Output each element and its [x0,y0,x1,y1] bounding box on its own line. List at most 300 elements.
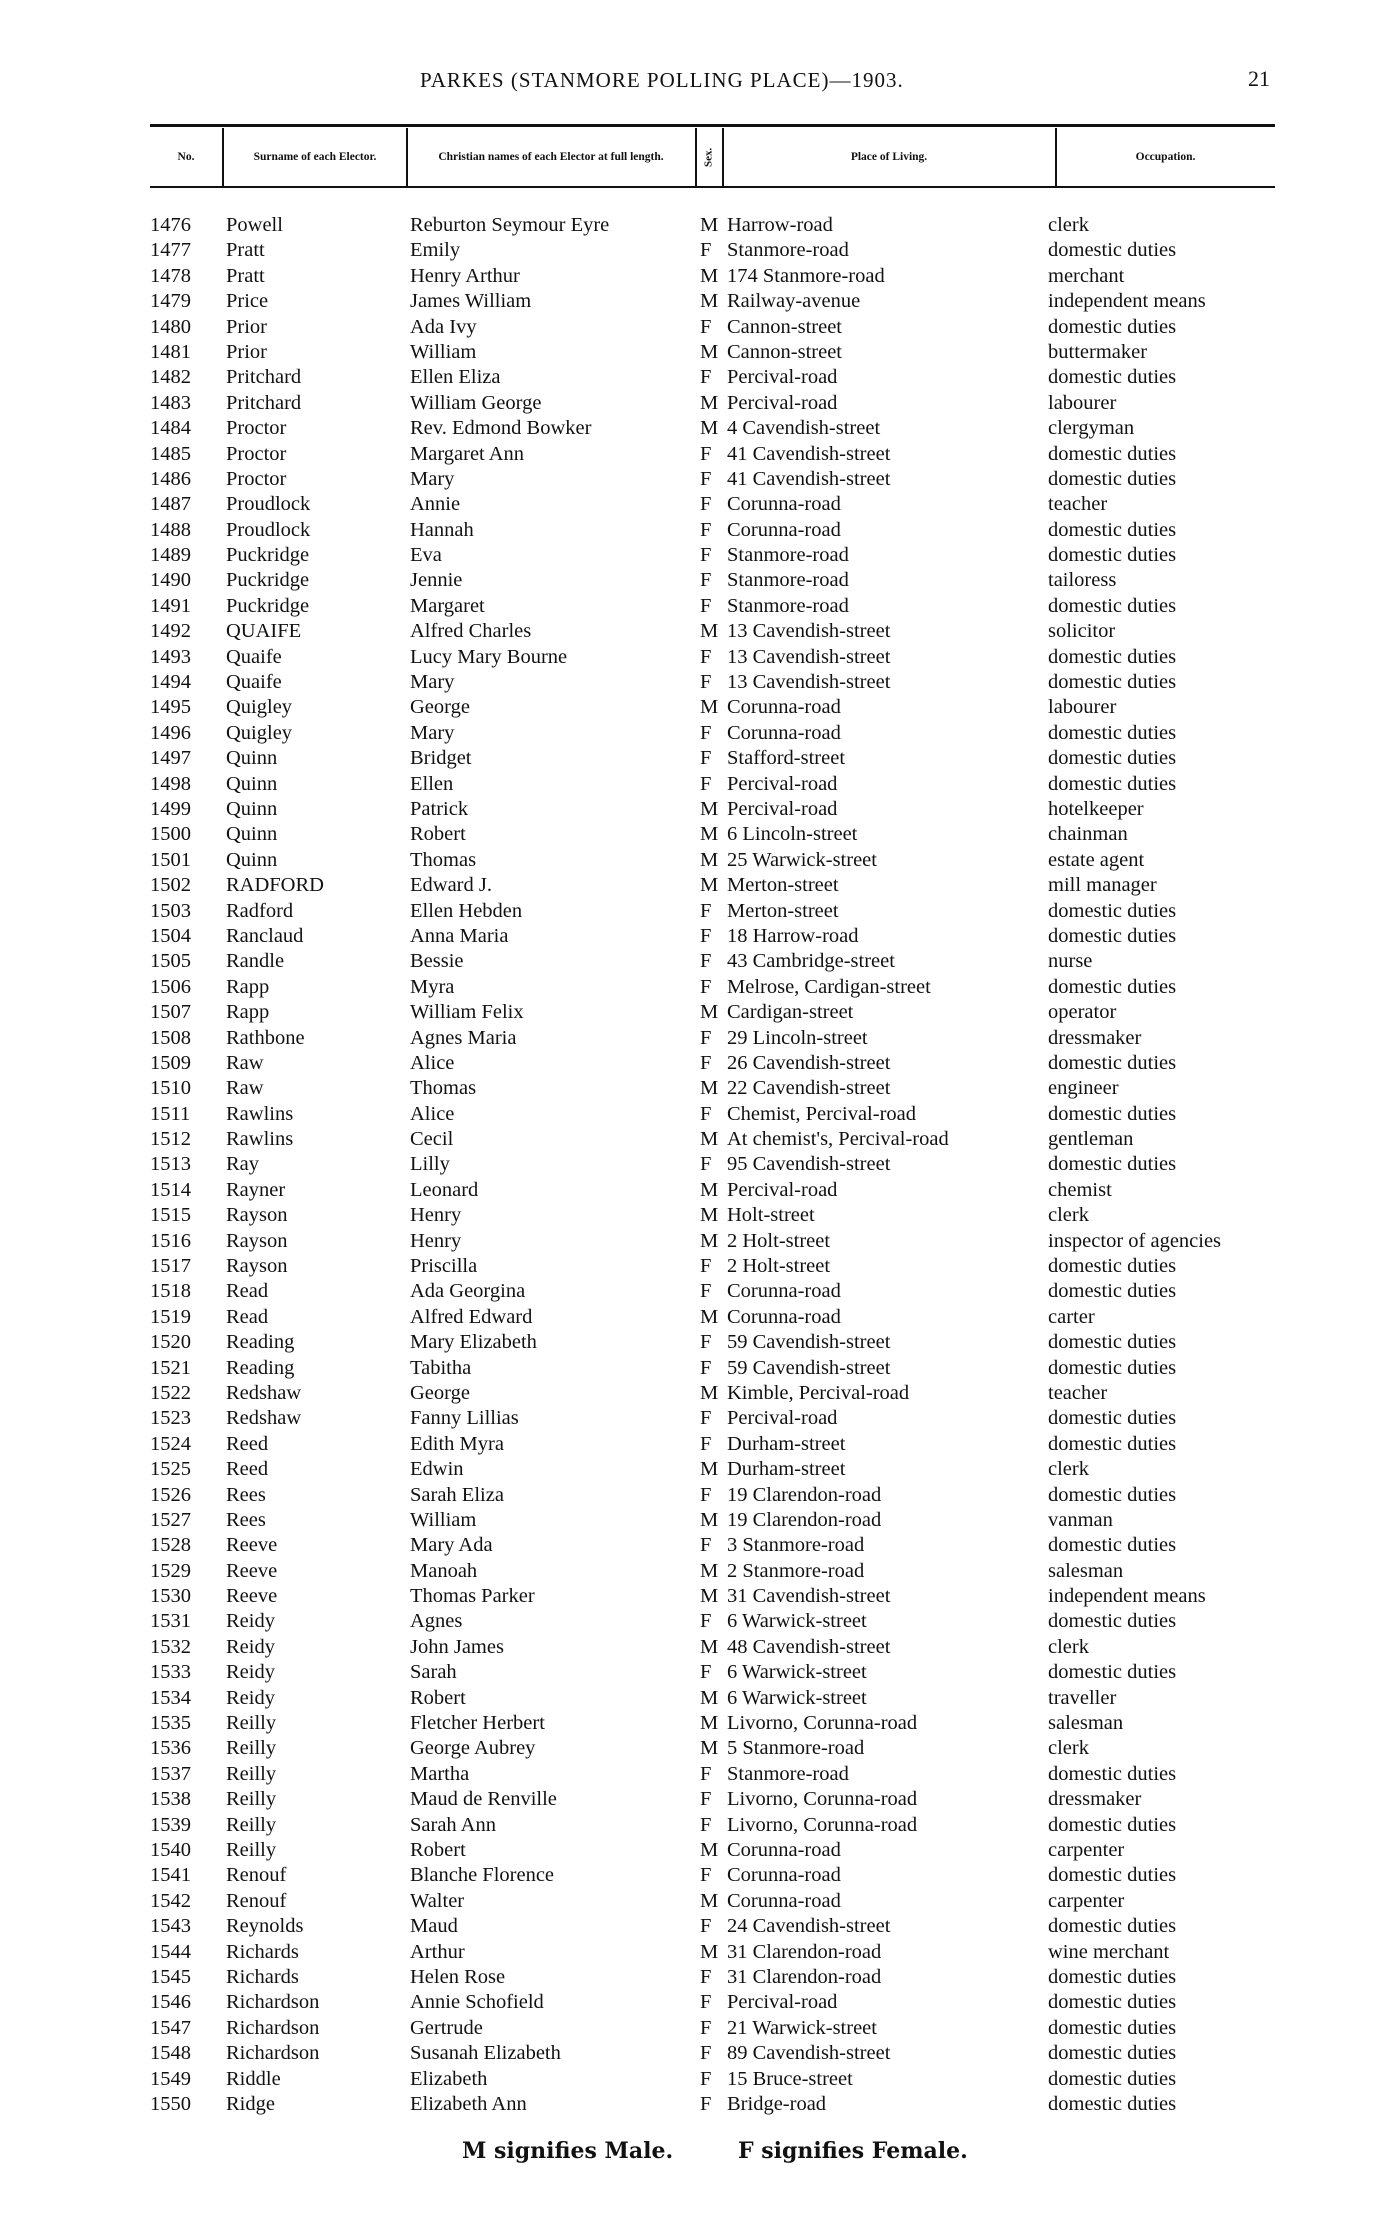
elector-number: 1498 [150,772,191,795]
elector-place-of-living: Corunna-road [727,1305,841,1328]
elector-number: 1535 [150,1712,191,1735]
elector-sex: M [700,1585,719,1608]
table-row [0,1381,1382,1406]
elector-surname: Rayson [226,1255,288,1278]
elector-sex: F [700,239,712,262]
elector-place-of-living: 3 Stanmore-road [727,1534,865,1557]
elector-number: 1509 [150,1051,191,1074]
elector-occupation: salesman [1048,1712,1124,1735]
footer-male-note: M signifies Male. [462,2138,674,2164]
elector-place-of-living: Percival-road [727,391,838,414]
elector-christian-names: Ellen [410,772,454,795]
elector-occupation: salesman [1048,1559,1124,1582]
elector-occupation: domestic duties [1048,1432,1177,1455]
elector-christian-names: George [410,696,470,719]
elector-christian-names: Agnes Maria [410,1026,517,1049]
elector-occupation: domestic duties [1048,1991,1177,2014]
elector-number: 1492 [150,620,191,643]
elector-christian-names: Patrick [410,797,469,820]
elector-christian-names: Sarah [410,1661,457,1684]
elector-place-of-living: Percival-road [727,797,838,820]
elector-place-of-living: 2 Stanmore-road [727,1559,865,1582]
table-row [0,1508,1382,1533]
elector-place-of-living: Melrose, Cardigan-street [727,975,931,998]
elector-surname: Reilly [226,1839,277,1861]
elector-occupation: domestic duties [1048,1483,1177,1506]
elector-sex: F [700,1534,712,1557]
elector-surname: Reilly [226,1813,277,1836]
elector-place-of-living: Corunna-road [727,721,841,744]
elector-christian-names: Ada Ivy [410,315,477,338]
elector-surname: Rayson [226,1229,288,1252]
elector-sex: M [700,848,719,871]
elector-christian-names: Mary [410,467,455,490]
column-header-no: No. [177,150,195,163]
elector-sex: M [700,1229,719,1252]
elector-sex: F [700,1356,712,1379]
elector-place-of-living: Stanmore-road [727,1762,849,1785]
elector-occupation: dressmaker [1048,1026,1142,1049]
elector-sex: F [700,747,712,770]
elector-number: 1536 [150,1737,191,1760]
elector-number: 1541 [150,1864,191,1887]
elector-place-of-living: Cardigan-street [727,1001,854,1024]
elector-christian-names: Margaret Ann [410,442,525,465]
elector-occupation: labourer [1048,391,1117,414]
elector-occupation: domestic duties [1048,899,1177,922]
elector-sex: M [700,1128,719,1151]
elector-number: 1495 [150,696,191,719]
elector-number: 1525 [150,1458,191,1481]
elector-place-of-living: Livorno, Corunna-road [727,1712,918,1735]
elector-christian-names: Maud de Renville [410,1788,557,1811]
elector-surname: Renouf [226,1889,287,1912]
elector-number: 1483 [150,391,191,414]
elector-occupation: merchant [1048,264,1125,287]
elector-sex: F [700,645,712,668]
elector-number: 1529 [150,1559,191,1582]
elector-surname: Reeve [226,1585,278,1608]
elector-number: 1540 [150,1839,191,1861]
column-header-surname: Surname of each Elector. [253,150,377,163]
elector-surname: Puckridge [226,569,310,592]
elector-occupation: inspector of agencies [1048,1229,1222,1252]
elector-occupation: domestic duties [1048,1762,1177,1785]
elector-christian-names: Sarah Eliza [410,1483,504,1506]
elector-christian-names: Thomas Parker [410,1585,535,1608]
table-row [0,1584,1382,1609]
table-row [0,2092,1382,2117]
elector-number: 1527 [150,1508,191,1531]
elector-sex: F [700,975,712,998]
elector-christian-names: William [410,1508,477,1531]
elector-occupation: carter [1048,1305,1095,1328]
elector-surname: Prior [226,340,267,363]
elector-number: 1478 [150,264,191,287]
elector-occupation: domestic duties [1048,1356,1177,1379]
elector-christian-names: Lucy Mary Bourne [410,645,568,668]
elector-occupation: operator [1048,1001,1117,1024]
table-row [0,1432,1382,1457]
elector-sex: F [700,2067,712,2090]
elector-sex: M [700,1839,719,1861]
elector-number: 1510 [150,1077,191,1100]
elector-number: 1504 [150,924,191,947]
elector-number: 1520 [150,1331,191,1354]
table-row [0,1102,1382,1127]
elector-sex: F [700,544,712,567]
elector-surname: Raw [226,1051,264,1074]
elector-occupation: clerk [1048,214,1089,236]
elector-sex: F [700,1965,712,1988]
elector-sex: M [700,1077,719,1100]
elector-surname: Proctor [226,442,287,465]
elector-place-of-living: 6 Lincoln-street [727,823,858,846]
elector-christian-names: Mary [410,721,455,744]
elector-sex: M [700,1940,719,1963]
elector-occupation: carpenter [1048,1839,1125,1861]
elector-occupation: domestic duties [1048,2092,1177,2115]
elector-occupation: domestic duties [1048,1610,1177,1633]
elector-occupation: domestic duties [1048,772,1177,795]
elector-occupation: domestic duties [1048,2042,1177,2065]
elector-christian-names: Agnes [410,1610,463,1633]
table-header-rule [150,186,1275,188]
elector-number: 1502 [150,874,191,897]
elector-place-of-living: 41 Cavendish-street [727,442,891,465]
elector-surname: Quinn [226,797,278,820]
elector-number: 1481 [150,340,191,363]
elector-place-of-living: Corunna-road [727,1889,841,1912]
table-row [0,1736,1382,1761]
column-header-place-of-living: Place of Living. [850,150,928,163]
elector-place-of-living: Percival-road [727,366,838,389]
elector-place-of-living: Railway-avenue [727,290,861,313]
elector-christian-names: Annie [410,493,461,516]
elector-christian-names: Anna Maria [410,924,509,947]
elector-christian-names: Fanny Lillias [410,1407,519,1430]
elector-christian-names: Thomas [410,848,477,871]
table-row [0,2041,1382,2066]
elector-surname: Proudlock [226,493,311,516]
elector-number: 1534 [150,1686,191,1709]
table-row [0,1076,1382,1101]
elector-surname: Proctor [226,417,287,440]
table-row [0,695,1382,720]
elector-occupation: domestic duties [1048,721,1177,744]
table-row [0,1026,1382,1051]
elector-surname: Rayner [226,1178,286,1201]
elector-occupation: teacher [1048,1381,1108,1404]
table-row [0,1609,1382,1634]
elector-place-of-living: 43 Cambridge-street [727,950,895,973]
elector-place-of-living: Corunna-road [727,493,841,516]
elector-number: 1479 [150,290,191,313]
elector-surname: Quinn [226,823,278,846]
elector-occupation: domestic duties [1048,1407,1177,1430]
elector-place-of-living: Chemist, Percival-road [727,1102,917,1125]
elector-number: 1477 [150,239,191,262]
elector-christian-names: Thomas [410,1077,477,1100]
table-row [0,568,1382,593]
elector-sex: F [700,671,712,694]
elector-number: 1543 [150,1915,191,1938]
elector-surname: Rathbone [226,1026,305,1049]
elector-place-of-living: Bridge-road [727,2092,827,2115]
elector-place-of-living: Corunna-road [727,1280,841,1303]
elector-surname: Ray [226,1153,260,1176]
elector-number: 1545 [150,1965,191,1988]
elector-number: 1490 [150,569,191,592]
elector-christian-names: Alice [410,1051,455,1074]
elector-number: 1531 [150,1610,191,1633]
column-header-christian-names: Christian names of each Elector at full length. [438,150,664,163]
elector-surname: Pratt [226,264,265,287]
elector-occupation: domestic duties [1048,1813,1177,1836]
table-row [0,1813,1382,1838]
elector-occupation: domestic duties [1048,544,1177,567]
elector-sex: F [700,493,712,516]
elector-surname: Reading [226,1331,295,1354]
table-row [0,721,1382,746]
table-row [0,416,1382,441]
table-row [0,899,1382,924]
column-header-occupation: Occupation. [1135,150,1196,163]
elector-sex: M [700,1889,719,1912]
elector-number: 1517 [150,1255,191,1278]
elector-number: 1491 [150,594,191,617]
elector-place-of-living: Stanmore-road [727,544,849,567]
elector-occupation: nurse [1048,950,1093,973]
elector-number: 1480 [150,315,191,338]
elector-place-of-living: Corunna-road [727,518,841,541]
elector-christian-names: James William [410,290,532,313]
elector-place-of-living: 4 Cavendish-street [727,417,881,440]
elector-occupation: domestic duties [1048,1102,1177,1125]
table-row [0,1990,1382,2015]
elector-place-of-living: Merton-street [727,899,839,922]
table-row [0,1533,1382,1558]
table-row [0,1762,1382,1787]
elector-occupation: domestic duties [1048,671,1177,694]
elector-place-of-living: Cannon-street [727,315,842,338]
elector-christian-names: Robert [410,823,466,846]
elector-surname: Quigley [226,696,293,719]
elector-christian-names: Blanche Florence [410,1864,555,1887]
elector-sex: F [700,1991,712,2014]
elector-surname: Prior [226,315,267,338]
elector-number: 1522 [150,1381,191,1404]
elector-surname: Price [226,290,269,313]
elector-number: 1526 [150,1483,191,1506]
elector-occupation: dressmaker [1048,1788,1142,1811]
elector-number: 1499 [150,797,191,820]
table-row [0,1229,1382,1254]
table-row [0,1838,1382,1863]
elector-number: 1503 [150,899,191,922]
elector-place-of-living: Percival-road [727,772,838,795]
elector-number: 1482 [150,366,191,389]
elector-sex: M [700,1458,719,1481]
elector-surname: Reidy [226,1686,275,1709]
elector-place-of-living: 59 Cavendish-street [727,1356,891,1379]
elector-occupation: clergyman [1048,417,1135,440]
elector-christian-names: Sarah Ann [410,1813,496,1836]
elector-surname: Raw [226,1077,264,1100]
elector-sex: F [700,2016,712,2039]
elector-occupation: domestic duties [1048,1534,1177,1557]
elector-number: 1505 [150,950,191,973]
elector-christian-names: Edith Myra [410,1432,504,1455]
elector-sex: M [700,1204,719,1227]
elector-occupation: buttermaker [1048,340,1148,363]
elector-occupation: hotelkeeper [1048,797,1144,820]
elector-place-of-living: Livorno, Corunna-road [727,1788,918,1811]
elector-number: 1519 [150,1305,191,1328]
elector-occupation: domestic duties [1048,1965,1177,1988]
table-row [0,467,1382,492]
elector-surname: Rapp [226,1001,270,1024]
elector-surname: Reilly [226,1737,277,1760]
elector-surname: Richardson [226,2042,320,2065]
elector-number: 1494 [150,671,191,694]
elector-surname: Redshaw [226,1407,302,1430]
elector-number: 1544 [150,1940,191,1963]
elector-place-of-living: Corunna-road [727,1839,841,1861]
table-row [0,670,1382,695]
table-row [0,1457,1382,1482]
elector-occupation: domestic duties [1048,1864,1177,1887]
elector-number: 1516 [150,1229,191,1252]
elector-surname: Rayson [226,1204,288,1227]
elector-sex: F [700,569,712,592]
elector-christian-names: Edward J. [410,874,492,897]
elector-place-of-living: 31 Cavendish-street [727,1585,891,1608]
elector-occupation: domestic duties [1048,518,1177,541]
elector-surname: Reidy [226,1635,275,1658]
elector-surname: Read [226,1305,269,1328]
elector-place-of-living: 18 Harrow-road [727,924,859,947]
elector-christian-names: Alice [410,1102,455,1125]
elector-sex: F [700,1331,712,1354]
elector-number: 1484 [150,417,191,440]
elector-place-of-living: Durham-street [727,1458,846,1481]
elector-surname: Reed [226,1432,269,1455]
elector-sex: F [700,1432,712,1455]
elector-place-of-living: Stanmore-road [727,239,849,262]
elector-surname: Read [226,1280,269,1303]
elector-surname: Quigley [226,721,293,744]
elector-surname: Reed [226,1458,269,1481]
elector-occupation: clerk [1048,1458,1089,1481]
elector-place-of-living: 6 Warwick-street [727,1610,867,1633]
elector-christian-names: Henry [410,1204,462,1227]
elector-occupation: domestic duties [1048,2067,1177,2090]
elector-christian-names: George [410,1381,470,1404]
elector-sex: M [700,290,719,313]
elector-surname: RADFORD [226,874,324,897]
elector-surname: Pratt [226,239,265,262]
elector-sex: F [700,2092,712,2115]
elector-sex: F [700,1153,712,1176]
elector-occupation: domestic duties [1048,975,1177,998]
elector-sex: M [700,214,719,236]
elector-sex: M [700,1178,719,1201]
column-divider [222,128,224,186]
elector-occupation: solicitor [1048,620,1116,643]
table-row [0,264,1382,289]
elector-sex: F [700,1483,712,1506]
elector-number: 1500 [150,823,191,846]
elector-sex: F [700,1788,712,1811]
elector-occupation: clerk [1048,1204,1089,1227]
table-row [0,442,1382,467]
table-row [0,924,1382,949]
elector-occupation: clerk [1048,1635,1089,1658]
table-row [0,645,1382,670]
elector-number: 1532 [150,1635,191,1658]
column-divider [406,128,408,186]
table-row [0,340,1382,365]
elector-sex: F [700,924,712,947]
table-row [0,1787,1382,1812]
elector-surname: Quaife [226,671,282,694]
elector-christian-names: Reburton Seymour Eyre [410,214,610,236]
table-row [0,1686,1382,1711]
elector-place-of-living: 26 Cavendish-street [727,1051,891,1074]
elector-place-of-living: Percival-road [727,1991,838,2014]
elector-occupation: estate agent [1048,848,1145,871]
elector-place-of-living: Merton-street [727,874,839,897]
elector-number: 1528 [150,1534,191,1557]
elector-place-of-living: 41 Cavendish-street [727,467,891,490]
elector-christian-names: Tabitha [410,1356,472,1379]
elector-occupation: domestic duties [1048,1051,1177,1074]
elector-sex: F [700,1610,712,1633]
elector-place-of-living: 2 Holt-street [727,1229,831,1252]
table-row [0,518,1382,543]
elector-christian-names: Annie Schofield [410,1991,544,2014]
table-row [0,1660,1382,1685]
elector-place-of-living: 48 Cavendish-street [727,1635,891,1658]
elector-sex: F [700,721,712,744]
elector-christian-names: William George [410,391,542,414]
elector-place-of-living: Holt-street [727,1204,815,1227]
elector-occupation: domestic duties [1048,1331,1177,1354]
column-divider [1055,128,1057,186]
elector-place-of-living: 59 Cavendish-street [727,1331,891,1354]
elector-surname: Powell [226,214,283,236]
elector-number: 1515 [150,1204,191,1227]
table-row [0,213,1382,238]
table-row [0,975,1382,1000]
elector-christian-names: Hannah [410,518,474,541]
elector-occupation: domestic duties [1048,2016,1177,2039]
elector-surname: Ranclaud [226,924,304,947]
elector-surname: Riddle [226,2067,281,2090]
elector-christian-names: Priscilla [410,1255,478,1278]
elector-sex: F [700,442,712,465]
table-row [0,315,1382,340]
elector-number: 1523 [150,1407,191,1430]
elector-sex: M [700,1559,719,1582]
elector-sex: M [700,1381,719,1404]
table-row [0,746,1382,771]
elector-christian-names: Walter [410,1889,465,1912]
page-title: PARKES (STANMORE POLLING PLACE)—1903. [420,68,904,92]
elector-occupation: vanman [1048,1508,1113,1531]
elector-surname: Randle [226,950,285,973]
